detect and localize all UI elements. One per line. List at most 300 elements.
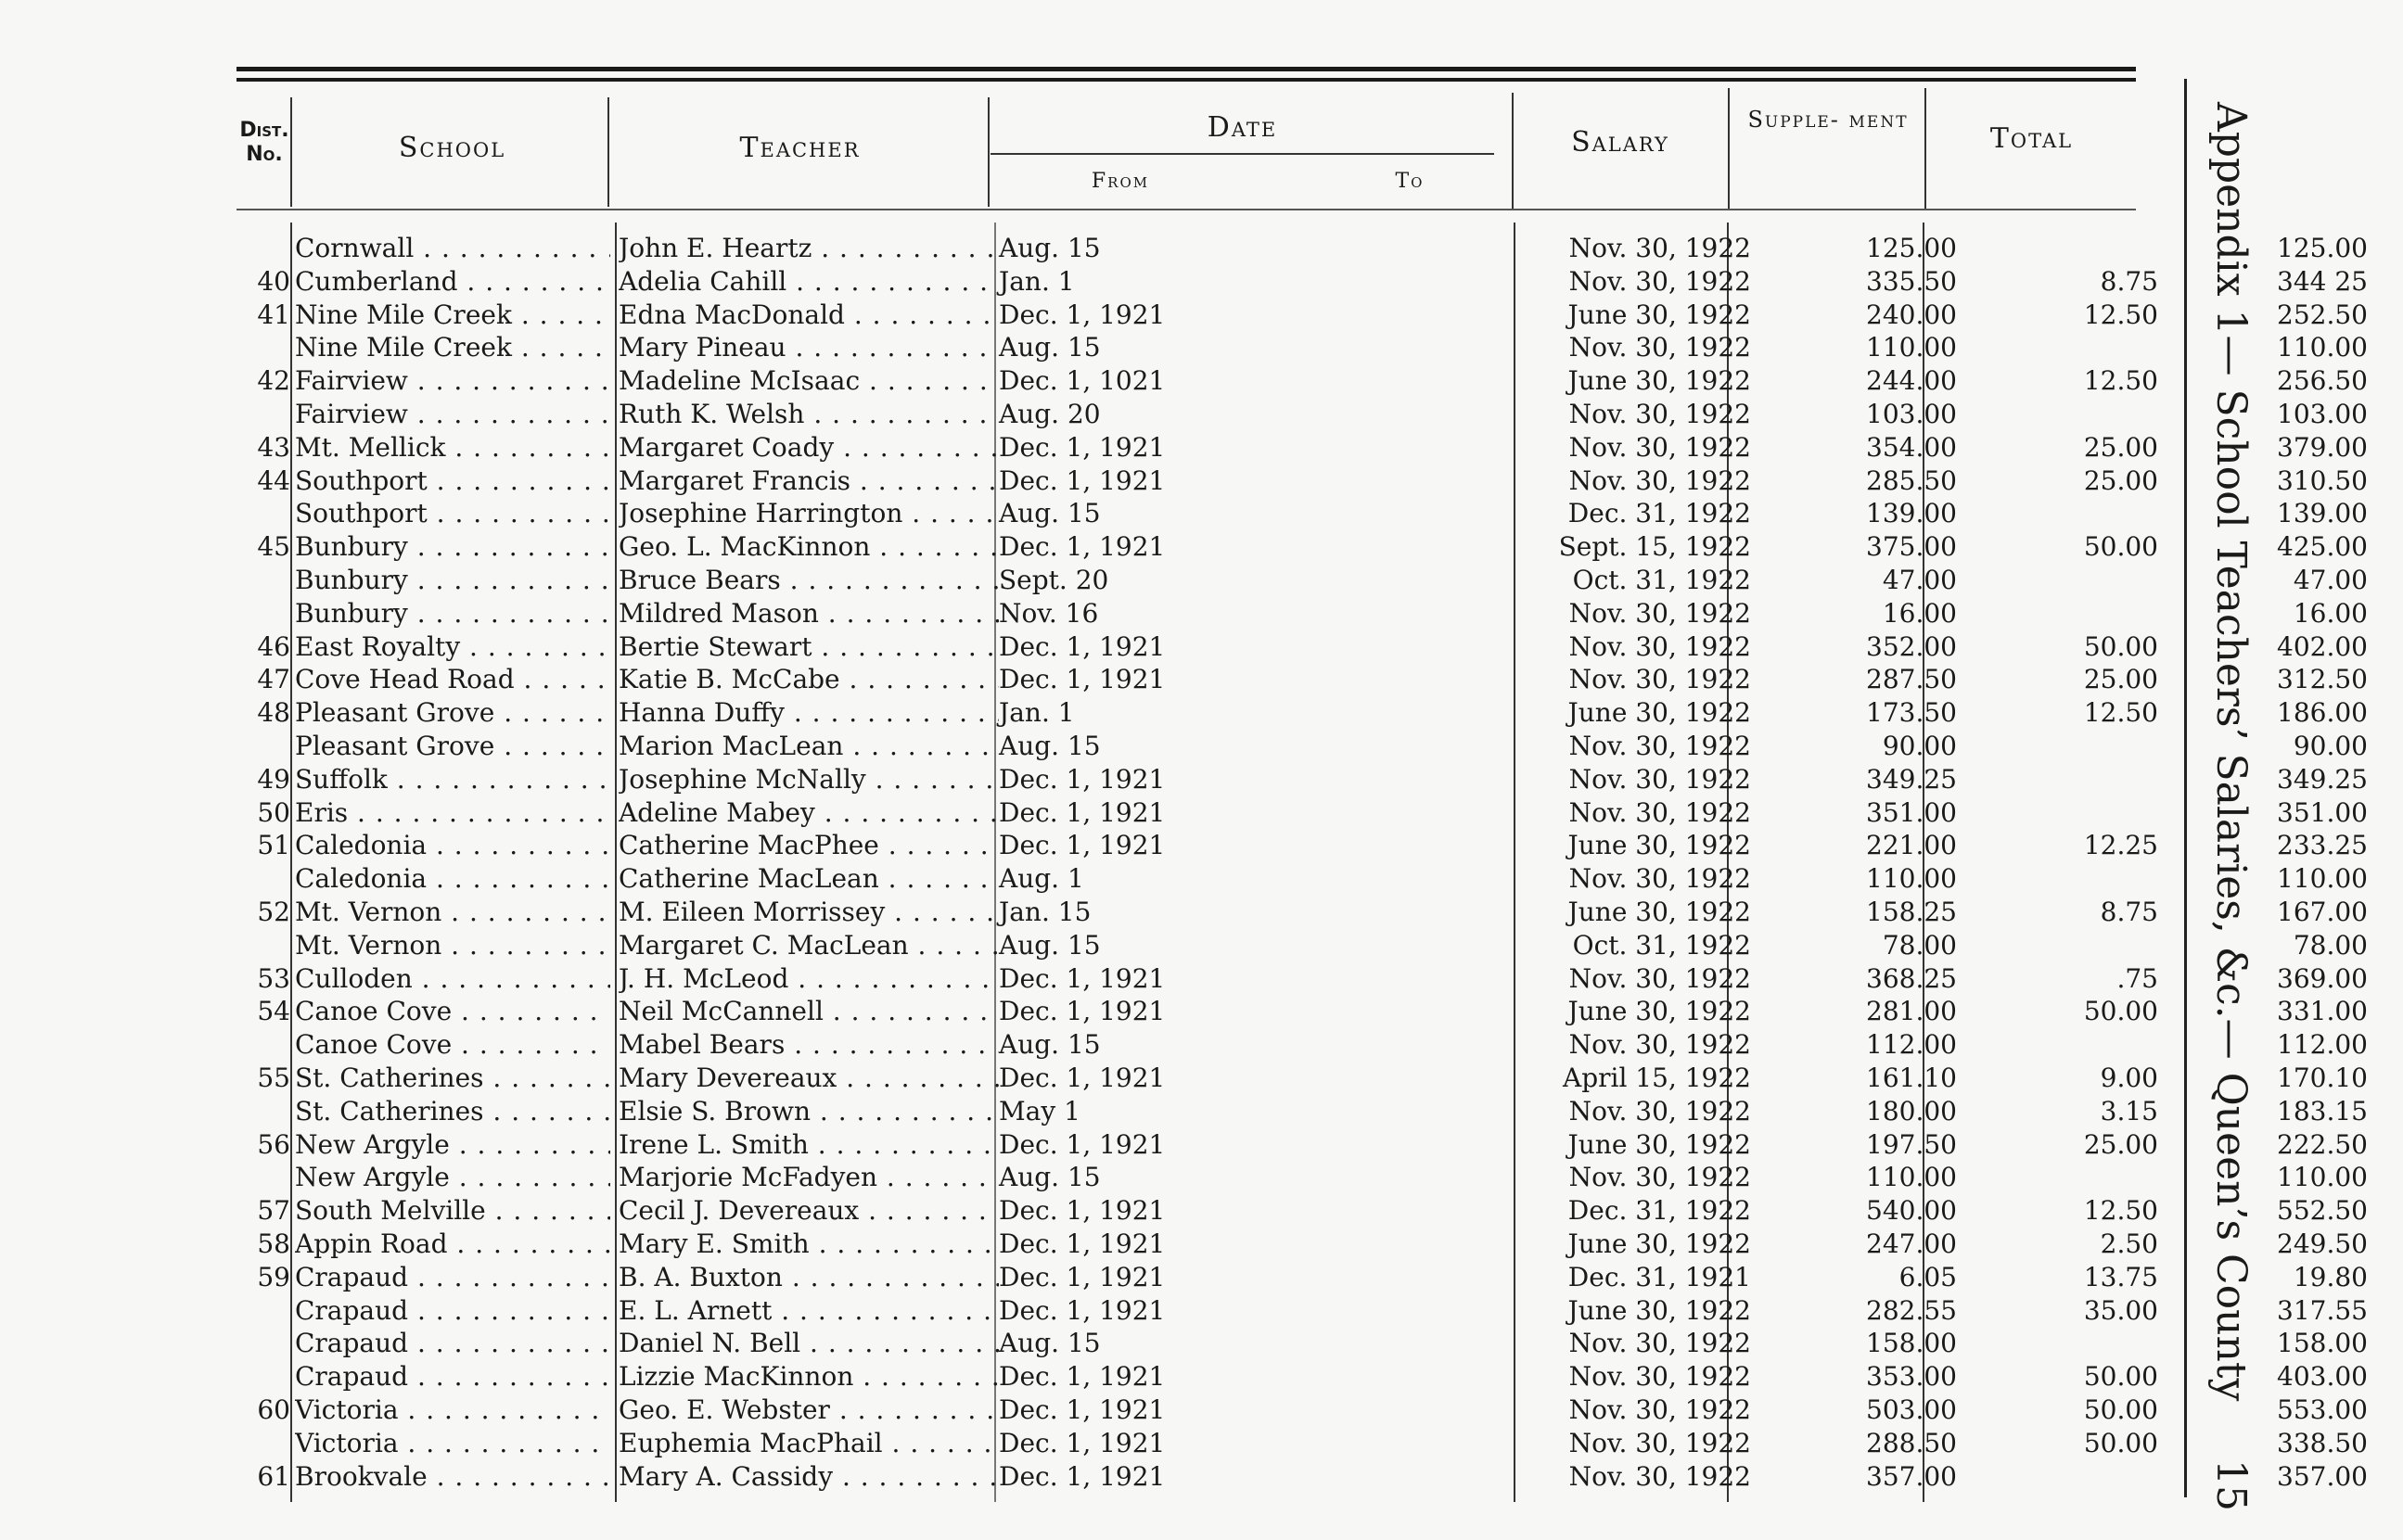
total-amount: 158.00 [2277,1328,2368,1359]
supplement-amount: 25.00 [2083,431,2158,463]
date-from: Dec. 1, 1021 [999,365,1166,397]
supplement-amount: 50.00 [2083,996,2158,1027]
table-row [236,431,2368,465]
top-double-rule [236,67,2136,71]
date-from: May 1 [999,1095,1080,1126]
salary-amount: 375.00 [1866,531,1957,563]
supplement-amount: 13.75 [2083,1261,2158,1292]
school-name: Canoe Cove . . . [295,1028,610,1062]
teacher-name: Marion MacLean . . . [619,730,999,763]
total-amount: 47.00 [2293,565,2368,595]
table-row [236,1427,2368,1460]
date-from: Dec. 1, 1921 [999,1228,1166,1259]
teacher-name: Lizzie MacKinnon . . . [619,1360,999,1394]
table-row [236,1327,2368,1360]
dist-no: 60 [257,1394,290,1425]
salary-amount: 352.00 [1866,630,1957,662]
side-rule [2184,79,2187,1497]
salary-amount: 110.00 [1866,863,1957,895]
dist-no: 52 [257,897,290,927]
date-from: Dec. 1, 1921 [999,1063,1166,1093]
date-to: Nov. 30, 1922 [1568,664,1751,695]
salary-amount: 354.00 [1866,431,1957,463]
date-to: Nov. 30, 1922 [1568,431,1751,463]
supplement-amount: 50.00 [2083,1361,2158,1393]
header-salary: Salary [1571,126,1669,159]
supplement-amount: .75 [2116,962,2158,994]
top-double-rule-lower [236,78,2136,82]
table-row [236,730,2368,763]
table-row [236,1161,2368,1194]
table-row [236,1194,2368,1228]
teacher-name: Edna MacDonald . . . [619,299,999,332]
date-from: Dec. 1, 1921 [999,996,1166,1027]
dist-no: 59 [257,1261,290,1292]
table-row [236,1394,2368,1427]
column-separator [607,97,609,207]
date-from: Dec. 1, 1921 [999,1460,1166,1492]
table-row [236,465,2368,498]
table-row [236,663,2368,696]
date-to: Dec. 31, 1922 [1567,498,1751,529]
table-row [236,630,2368,664]
header-date: Date [1207,111,1278,144]
date-from: Sept. 20 [999,565,1109,595]
school-name: Mt. Vernon . . . [295,929,610,962]
salary-amount: 244.00 [1866,365,1957,397]
school-name: Fairview . . . [295,398,610,431]
total-amount: 90.00 [2293,731,2368,761]
date-from: Dec. 1, 1921 [999,531,1166,563]
date-from: Jan. 1 [999,697,1075,729]
school-name: Suffolk . . . [295,763,610,796]
table-row [236,929,2368,962]
date-to: Nov. 30, 1922 [1568,1162,1751,1193]
supplement-amount: 50.00 [2083,1394,2158,1425]
school-name: Nine Mile Creek . . . [295,299,610,332]
supplement-amount: 12.25 [2083,830,2158,861]
supplement-amount: 3.15 [2100,1095,2158,1126]
date-to: Nov. 30, 1922 [1568,1427,1751,1458]
school-name: Crapaud . . . [295,1294,610,1328]
date-to: June 30, 1922 [1567,365,1751,397]
total-amount: 317.55 [2277,1294,2368,1326]
page-number: 15 [2207,1459,2255,1511]
salary-amount: 6.05 [1898,1261,1957,1292]
salary-amount: 288.50 [1866,1427,1957,1458]
running-head-title: Appendix 1— School Teachers’ Salaries, &c.— Queen’s County [2207,102,2255,1402]
date-from: Dec. 1, 1921 [999,830,1166,861]
school-name: St. Catherines . . . [295,1062,610,1095]
salary-amount: 221.00 [1866,830,1957,861]
date-to: Nov. 30, 1922 [1568,597,1751,629]
date-from: Nov. 16 [999,597,1099,629]
teacher-name: Catherine MacLean . . . [619,862,999,896]
supplement-amount: 50.00 [2083,531,2158,563]
salary-amount: 110.00 [1866,1162,1957,1193]
school-name: Brookvale . . . [295,1460,610,1494]
total-amount: 256.50 [2277,365,2368,397]
header-dist-no: Dist. No. [239,119,289,166]
supplement-amount: 12.50 [2083,299,2158,330]
table-row [236,862,2368,896]
dist-no: 56 [257,1128,290,1160]
table-row [236,1294,2368,1328]
table-row [236,796,2368,830]
total-amount: 349.25 [2277,763,2368,795]
date-to: Nov. 30, 1922 [1568,233,1751,263]
school-name: Mt. Vernon . . . [295,896,610,929]
total-amount: 186.00 [2277,697,2368,729]
teacher-name: John E. Heartz . . . [619,232,999,265]
supplement-amount: 50.00 [2083,630,2158,662]
date-to: Nov. 30, 1922 [1568,630,1751,662]
teacher-name: Elsie S. Brown . . . [619,1095,999,1128]
table-row [236,1062,2368,1095]
table-row [236,564,2368,597]
salary-amount: 158.00 [1866,1328,1957,1359]
table-row [236,962,2368,996]
dist-no: 51 [257,830,290,861]
date-to: Nov. 30, 1922 [1568,1460,1751,1492]
date-to: Oct. 31, 1922 [1572,929,1751,961]
teacher-name: Mary E. Smith . . . [619,1228,999,1261]
teacher-name: Margaret Coady . . . [619,431,999,465]
teacher-name: Josephine McNally . . . [619,763,999,796]
teacher-name: M. Eileen Morrissey . . . [619,896,999,929]
dist-no: 47 [257,664,290,695]
supplement-amount: 25.00 [2083,1128,2158,1160]
school-name: Appin Road . . . [295,1228,610,1261]
date-from: Dec. 1, 1921 [999,763,1166,795]
table-row [236,1261,2368,1294]
teacher-name: Josephine Harrington . . . [619,497,999,530]
salary-amount: 335.50 [1866,265,1957,297]
total-amount: 183.15 [2277,1095,2368,1126]
salary-amount: 282.55 [1866,1294,1957,1326]
date-from: Aug. 15 [999,498,1101,529]
salary-amount: 78.00 [1882,929,1957,961]
column-separator [290,97,292,207]
date-from: Dec. 1, 1921 [999,630,1166,662]
total-amount: 553.00 [2277,1394,2368,1425]
date-header-rule [991,153,1494,155]
supplement-amount: 25.00 [2083,465,2158,496]
date-to: Nov. 30, 1922 [1568,465,1751,496]
teacher-name: Daniel N. Bell . . . [619,1327,999,1360]
total-amount: 331.00 [2277,996,2368,1027]
school-name: Southport . . . [295,497,610,530]
school-name: Bunbury . . . [295,530,610,564]
table-row [236,1128,2368,1162]
school-name: Crapaud . . . [295,1360,610,1394]
date-from: Jan. 15 [999,897,1092,927]
date-to: June 30, 1922 [1567,1128,1751,1160]
school-name: Pleasant Grove . . . [295,730,610,763]
date-to: June 30, 1922 [1567,1294,1751,1326]
total-amount: 112.00 [2277,1029,2368,1061]
total-amount: 19.80 [2293,1261,2368,1292]
dist-no: 49 [257,763,290,795]
header-supplement: Supple- ment [1747,107,1909,133]
total-amount: 552.50 [2277,1195,2368,1227]
school-name: New Argyle . . . [295,1161,610,1194]
date-to: Nov. 30, 1922 [1568,1394,1751,1425]
date-to: Nov. 30, 1922 [1568,332,1751,363]
dist-no: 41 [257,299,290,330]
total-amount: 252.50 [2277,299,2368,330]
date-from: Aug. 15 [999,1162,1101,1193]
school-name: Canoe Cove . . . [295,995,610,1028]
supplement-amount: 50.00 [2083,1427,2158,1458]
date-from: Aug. 20 [999,399,1101,429]
date-to: Nov. 30, 1922 [1568,796,1751,828]
date-from: Aug. 15 [999,1328,1101,1359]
school-name: Pleasant Grove . . . [295,696,610,730]
dist-no: 57 [257,1195,290,1227]
date-from: Aug. 15 [999,1029,1101,1061]
date-from: Dec. 1, 1921 [999,1195,1166,1227]
supplement-amount: 25.00 [2083,664,2158,695]
salary-amount: 281.00 [1866,996,1957,1027]
date-from: Aug. 15 [999,929,1101,961]
total-amount: 167.00 [2277,897,2368,927]
date-to: Nov. 30, 1922 [1568,962,1751,994]
salary-amount: 247.00 [1866,1228,1957,1259]
date-from: Dec. 1, 1921 [999,962,1166,994]
total-amount: 103.00 [2277,399,2368,429]
date-to: Nov. 30, 1922 [1568,763,1751,795]
table-row [236,829,2368,862]
school-name: Cove Head Road . . . [295,663,610,696]
dist-no: 50 [257,796,290,828]
total-amount: 379.00 [2277,431,2368,463]
dist-no: 44 [257,465,290,496]
school-name: New Argyle . . . [295,1128,610,1162]
date-from: Aug. 15 [999,731,1101,761]
school-name: Caledonia . . . [295,829,610,862]
teacher-name: Cecil J. Devereaux . . . [619,1194,999,1228]
salary-amount: 287.50 [1866,664,1957,695]
school-name: Nine Mile Creek . . . [295,331,610,364]
school-name: Cornwall . . . [295,232,610,265]
supplement-amount: 12.50 [2083,365,2158,397]
date-from: Aug. 15 [999,233,1101,263]
date-to: Nov. 30, 1922 [1568,863,1751,895]
supplement-amount: 2.50 [2100,1228,2158,1259]
total-amount: 170.10 [2277,1063,2368,1093]
date-to: June 30, 1922 [1567,996,1751,1027]
total-amount: 139.00 [2277,498,2368,529]
date-to: June 30, 1922 [1567,697,1751,729]
date-to: Nov. 30, 1922 [1568,399,1751,429]
teacher-name: Adeline Mabey . . . [619,796,999,830]
dist-no: 55 [257,1063,290,1093]
school-name: Caledonia . . . [295,862,610,896]
header-school: School [398,132,506,164]
total-amount: 233.25 [2277,830,2368,861]
date-from: Dec. 1, 1921 [999,465,1166,496]
date-to: Nov. 30, 1922 [1568,1095,1751,1126]
table-row [236,364,2368,398]
total-amount: 110.00 [2277,863,2368,895]
date-to: Nov. 30, 1922 [1568,1328,1751,1359]
salary-amount: 47.00 [1882,565,1957,595]
teacher-name: Adelia Cahill . . . [619,265,999,299]
date-to: June 30, 1922 [1567,897,1751,927]
date-to: June 30, 1922 [1567,299,1751,330]
salary-amount: 357.00 [1866,1460,1957,1492]
teacher-name: Margaret Francis . . . [619,465,999,498]
total-amount: 402.00 [2277,630,2368,662]
total-amount: 110.00 [2277,332,2368,363]
supplement-amount: 12.50 [2083,1195,2158,1227]
teacher-name: Mildred Mason . . . [619,597,999,630]
date-from: Dec. 1, 1921 [999,664,1166,695]
date-from: Dec. 1, 1921 [999,1394,1166,1425]
table-row [236,331,2368,364]
salary-amount: 540.00 [1866,1195,1957,1227]
total-amount: 249.50 [2277,1228,2368,1259]
date-from: Jan. 1 [999,265,1075,297]
column-separator [1728,88,1730,209]
date-from: Aug. 15 [999,332,1101,363]
school-name: Fairview . . . [295,364,610,398]
supplement-amount: 9.00 [2100,1063,2158,1093]
dist-no: 43 [257,431,290,463]
date-to: Oct. 31, 1922 [1572,565,1751,595]
teacher-name: Mary Pineau . . . [619,331,999,364]
teacher-name: Neil McCannell . . . [619,995,999,1028]
header-bottom-rule [236,209,2136,210]
date-from: Dec. 1, 1921 [999,1128,1166,1160]
salary-amount: 173.50 [1866,697,1957,729]
supplement-amount: 35.00 [2083,1294,2158,1326]
table-row [236,299,2368,332]
header-date-from: From [1091,170,1150,193]
header-date-to: To [1395,170,1425,193]
school-name: St. Catherines . . . [295,1095,610,1128]
salary-amount: 139.00 [1866,498,1957,529]
date-from: Dec. 1, 1921 [999,1261,1166,1292]
total-amount: 425.00 [2277,531,2368,563]
salary-amount: 353.00 [1866,1361,1957,1393]
total-amount: 110.00 [2277,1162,2368,1193]
table-row [236,597,2368,630]
total-amount: 16.00 [2293,597,2368,629]
salary-amount: 103.00 [1866,399,1957,429]
table-row [236,232,2368,265]
salary-amount: 351.00 [1866,796,1957,828]
school-name: Victoria . . . [295,1394,610,1427]
salary-amount: 110.00 [1866,332,1957,363]
header-total: Total [1989,122,2074,155]
supplement-amount: 8.75 [2100,897,2158,927]
teacher-name: Irene L. Smith . . . [619,1128,999,1162]
salary-amount: 285.50 [1866,465,1957,496]
total-amount: 351.00 [2277,796,2368,828]
teacher-name: Marjorie McFadyen . . . [619,1161,999,1194]
date-from: Dec. 1, 1921 [999,1427,1166,1458]
total-amount: 310.50 [2277,465,2368,496]
date-to: Sept. 15, 1922 [1558,531,1751,563]
dist-no: 54 [257,996,290,1027]
total-amount: 222.50 [2277,1128,2368,1160]
salary-amount: 368.25 [1866,962,1957,994]
date-to: Dec. 31, 1921 [1567,1261,1751,1292]
school-name: Bunbury . . . [295,564,610,597]
dist-no: 40 [257,265,290,297]
salary-amount: 112.00 [1866,1029,1957,1061]
total-amount: 344 25 [2277,265,2368,297]
supplement-amount: 12.50 [2083,697,2158,729]
table-row [236,497,2368,530]
school-name: Culloden . . . [295,962,610,996]
teacher-name: B. A. Buxton . . . [619,1261,999,1294]
teacher-name: Geo. L. MacKinnon . . . [619,530,999,564]
school-name: Bunbury . . . [295,597,610,630]
table-row [236,265,2368,299]
total-amount: 78.00 [2293,929,2368,961]
column-separator [988,97,990,207]
date-to: Nov. 30, 1922 [1568,265,1751,297]
running-head [2189,102,2272,1511]
date-to: Nov. 30, 1922 [1568,1029,1751,1061]
teacher-name: Katie B. McCabe . . . [619,663,999,696]
dist-no: 42 [257,365,290,397]
school-name: Crapaud . . . [295,1261,610,1294]
teacher-name: Margaret C. MacLean . . . [619,929,999,962]
teacher-name: Mabel Bears . . . [619,1028,999,1062]
total-amount: 125.00 [2277,233,2368,263]
teacher-name: Geo. E. Webster . . . [619,1394,999,1427]
total-amount: 369.00 [2277,962,2368,994]
total-amount: 338.50 [2277,1427,2368,1458]
table-row [236,530,2368,564]
school-name: Victoria . . . [295,1427,610,1460]
teacher-name: Ruth K. Welsh . . . [619,398,999,431]
date-from: Dec. 1, 1921 [999,1294,1166,1326]
date-from: Dec. 1, 1921 [999,431,1166,463]
school-name: Eris . . . [295,796,610,830]
column-separator [1924,88,1926,209]
school-name: East Royalty . . . [295,630,610,664]
teacher-name: J. H. McLeod . . . [619,962,999,996]
teacher-name: Mary A. Cassidy . . . [619,1460,999,1494]
date-from: Dec. 1, 1921 [999,1361,1166,1393]
total-amount: 403.00 [2277,1361,2368,1393]
teacher-name: E. L. Arnett . . . [619,1294,999,1328]
dist-no: 46 [257,630,290,662]
salary-amount: 240.00 [1866,299,1957,330]
date-to: April 15, 1922 [1562,1063,1751,1093]
table-row [236,1228,2368,1261]
total-amount: 357.00 [2277,1460,2368,1492]
date-to: June 30, 1922 [1567,830,1751,861]
date-from: Aug. 1 [999,863,1084,895]
table-row [236,696,2368,730]
salary-amount: 180.00 [1866,1095,1957,1126]
school-name: Cumberland . . . [295,265,610,299]
salary-amount: 197.50 [1866,1128,1957,1160]
salary-amount: 161.10 [1866,1063,1957,1093]
salary-amount: 503.00 [1866,1394,1957,1425]
school-name: South Melville . . . [295,1194,610,1228]
table-row [236,763,2368,796]
date-from: Dec. 1, 1921 [999,299,1166,330]
teacher-name: Bertie Stewart . . . [619,630,999,664]
teacher-name: Euphemia MacPhail . . . [619,1427,999,1460]
